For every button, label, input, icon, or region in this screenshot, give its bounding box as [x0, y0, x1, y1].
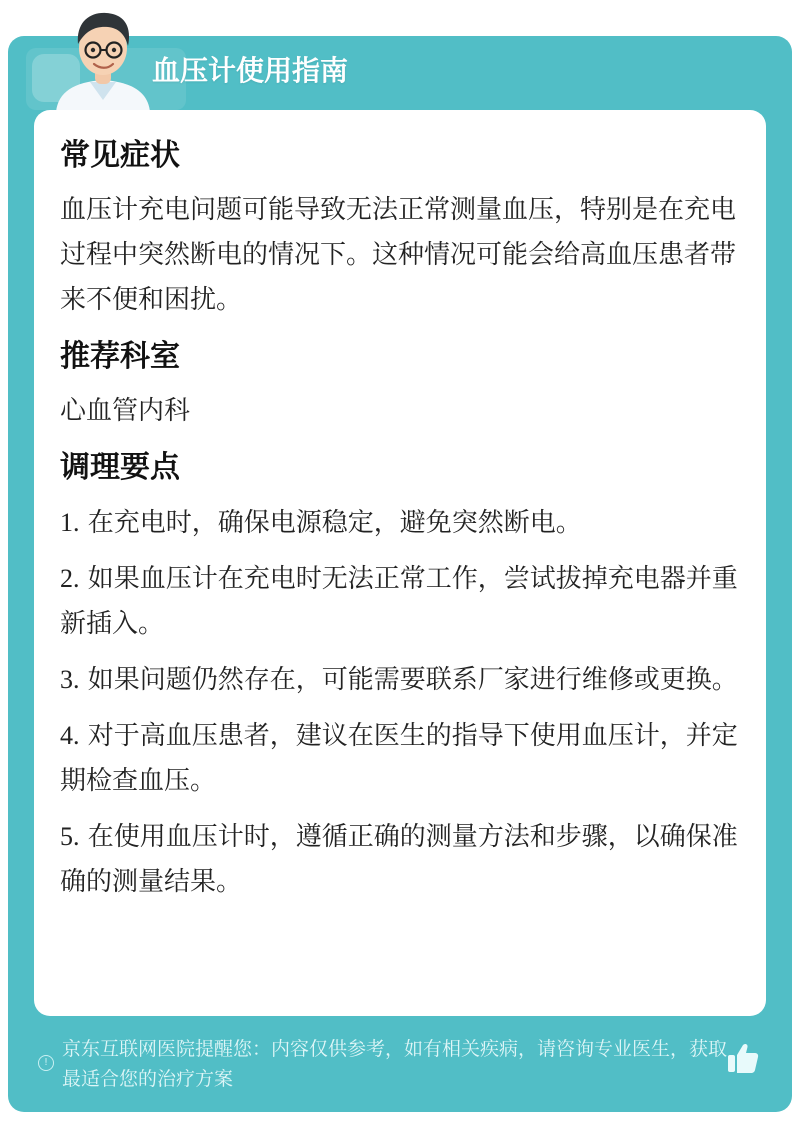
tip-item — [60, 713, 740, 804]
tip-number: 5. — [60, 822, 80, 851]
info-icon: ! — [38, 1055, 54, 1071]
content-card — [34, 110, 766, 1016]
tip-text: 如果血压计在充电时无法正常工作，尝试拔掉充电器并重新插入。 — [60, 564, 738, 639]
tip-text: 如果问题仍然存在，可能需要联系厂家进行维修或更换。 — [87, 665, 738, 695]
symptoms-body: 血压计充电问题可能导致无法正常测量血压，特别是在充电过程中突然断电的情况下。这种情况可能会给高血压患者带来不便和困扰。 — [60, 195, 737, 315]
tip-item — [60, 657, 740, 703]
tip-number: 4. — [60, 721, 80, 750]
tip-number: 1. — [60, 508, 80, 537]
tip-number: 3. — [60, 665, 80, 694]
footer — [8, 1030, 792, 1112]
tip-text: 对于高血压患者，建议在医生的指导下使用血压计，并定期检查血压。 — [60, 721, 738, 796]
tip-item — [60, 556, 740, 647]
tip-text: 在充电时，确保电源稳定，避免突然断电。 — [87, 508, 582, 538]
tip-item — [60, 500, 740, 546]
symptoms-title: 常见症状 — [60, 138, 180, 173]
page-title: 血压计使用指南 — [152, 54, 349, 87]
tip-text: 在使用血压计时，遵循正确的测量方法和步骤，以确保准确的测量结果。 — [60, 822, 738, 897]
thumbs-up-icon[interactable] — [724, 1040, 760, 1076]
department-title: 推荐科室 — [60, 339, 180, 374]
tips-title: 调理要点 — [60, 450, 180, 485]
doctor-avatar-icon — [48, 4, 158, 112]
tip-item — [60, 814, 740, 905]
tip-number: 2. — [60, 564, 80, 593]
department-body: 心血管内科 — [60, 396, 191, 426]
footer-note: 京东互联网医院提醒您：内容仅供参考，如有相关疾病，请咨询专业医生，获取最适合您的治疗方案 — [62, 1038, 728, 1090]
